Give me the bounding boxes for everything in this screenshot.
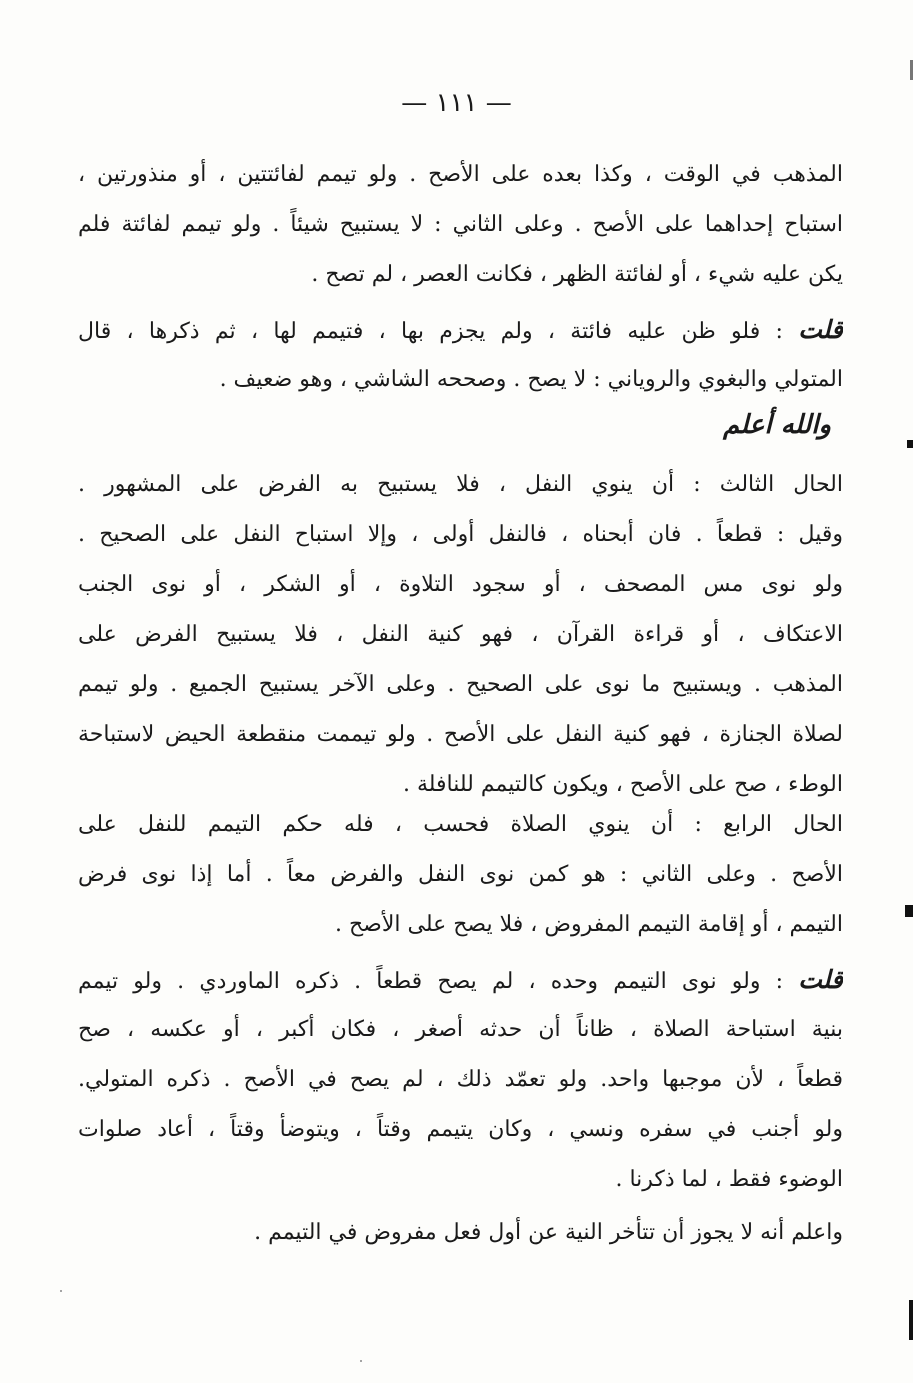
qult-marker: قلت — [798, 965, 843, 994]
text-line: ولو نوى مس المصحف ، أو سجود التلاوة ، أو الشكر ، أو نوى الجنب — [78, 572, 843, 597]
scan-speck — [60, 1290, 62, 1292]
text-line: المتولي والبغوي والروياني : لا يصح . وصححه الشاشي ، وهو ضعيف . — [219, 367, 843, 392]
text-line: الاعتكاف ، أو قراءة القرآن ، فهو كنية النفل ، فلا يستبيح الفرض على — [78, 622, 843, 647]
text-line: الحال الثالث : أن ينوي النفل ، فلا يستبيح به الفرض على المشهور . — [78, 472, 843, 497]
paragraph-3 — [78, 460, 843, 810]
qult-marker: قلت — [798, 315, 843, 344]
text-line: الحال الرابع : أن ينوي الصلاة فحسب ، فله حكم التيمم للنفل على — [78, 812, 843, 837]
paragraph-6 — [78, 1208, 843, 1258]
scan-speck — [360, 1360, 362, 1362]
paragraph-4 — [78, 800, 843, 950]
text-line: التيمم ، أو إقامة التيمم المفروض ، فلا يصح على الأصح . — [334, 912, 843, 937]
paragraph-1 — [78, 150, 843, 300]
text-line: الوطء ، صح على الأصح ، ويكون كالتيمم للنافلة . — [402, 772, 843, 797]
scan-mark — [905, 905, 913, 917]
text-line: المذهب . ويستبيح ما نوى على الصحيح . وعلى الآخر يستبيح الجميع . ولو تيمم — [78, 672, 843, 697]
sign-off: والله أعلم — [723, 410, 831, 440]
text-line: استباح إحداهما على الأصح . وعلى الثاني : لا يستبيح شيئاً . ولو تيمم لفائتة فلم — [78, 212, 843, 237]
text-line: وقيل : قطعاً . فان أبحناه ، فالنفل أولى ، وإلا استباح النفل على الصحيح . — [78, 522, 843, 547]
paragraph-5 — [78, 955, 843, 1205]
text-line: بنية استباحة الصلاة ، ظاناً أن حدثه أصغر ، فكان أكبر ، أو عكسه ، صح — [78, 1017, 843, 1042]
paragraph-2 — [78, 305, 843, 405]
text-line: لصلاة الجنازة ، فهو كنية النفل على الأصح . ولو تيممت منقطعة الحيض لاستباحة — [78, 722, 843, 747]
scan-mark — [907, 440, 913, 448]
text-line: المذهب في الوقت ، وكذا بعده على الأصح . ولو تيمم لفائتتين ، أو منذورتين ، — [78, 162, 843, 187]
text-line: يكن عليه شيء ، أو لفائتة الظهر ، فكانت العصر ، لم تصح . — [311, 262, 843, 287]
text-line: قطعاً ، لأن موجبها واحد. ولو تعمّد ذلك ، لم يصح في الأصح . ذكره المتولي. — [78, 1067, 843, 1092]
text-line: الأصح . وعلى الثاني : هو كمن نوى النفل والفرض معاً . أما إذا نوى فرض — [78, 862, 843, 887]
text-line: ولو أجنب في سفره ونسي ، وكان يتيمم وقتاً ، ويتوضأ وقتاً ، أعاد صلوات — [78, 1117, 843, 1142]
scan-mark — [909, 1300, 913, 1340]
text-line — [78, 955, 843, 1005]
text-line: الوضوء فقط ، لما ذكرنا . — [615, 1167, 843, 1192]
page-number: — ١١١ — — [401, 88, 512, 118]
text-line-content: : ولو نوى التيمم وحده ، لم يصح قطعاً . ذكره الماوردي . ولو تيمم — [78, 969, 784, 994]
text-line — [78, 305, 843, 355]
text-line-content: : فلو ظن عليه فائتة ، ولم يجزم بها ، فتيمم لها ، ثم ذكرها ، قال — [78, 319, 783, 344]
text-line: واعلم أنه لا يجوز أن تتأخر النية عن أول فعل مفروض في التيمم . — [254, 1220, 843, 1245]
